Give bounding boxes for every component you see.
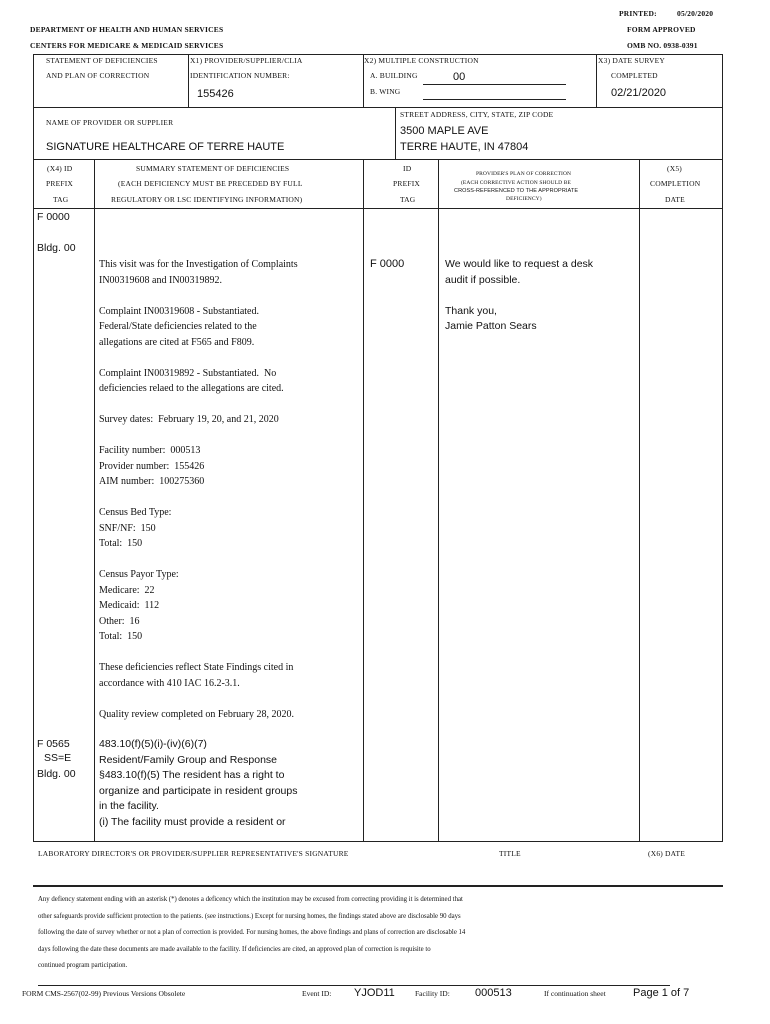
printed-label: PRINTED: bbox=[619, 9, 657, 18]
summary-statement-f0565: 483.10(f)(5)(i)-(iv)(6)(7) Resident/Family Group and Response §483.10(f)(5) The resident has a right to organize and participate in resident groups in the facility. (i) The facility must provide a resident or bbox=[99, 738, 298, 828]
omb-number: OMB NO. 0938-0391 bbox=[627, 41, 698, 50]
event-id-label: Event ID: bbox=[302, 989, 332, 998]
summary-statement-text: This visit was for the Investigation of Complaints IN00319608 and IN00319892. Complaint IN00319608 - Substantiated. Federal/State deficiencies related to the allegations are cited at F565 and F809. Complaint IN00319892 - Substantiated. No deficiencies relaed to the allegations are cited. Survey dates: February 19, 20, and 21, 2020 Facility number: 000513 Provider number: 155426 AIM number: 100275360 Census Bed Type: SNF/NF: 150 Total: 150 Census Payor Type: Medicare: 22 Medicaid: 112 Other: 16 Total: 150 These deficiencies reflect State Findings cited in accordance with 410 IAC 16.2-3.1. Quality review completed on February 28, 2020. bbox=[99, 259, 298, 720]
address-label: STREET ADDRESS, CITY, STATE, ZIP CODE bbox=[400, 110, 554, 119]
provider-id-label-2: IDENTIFICATION NUMBER: bbox=[190, 71, 290, 80]
col-summary-label-1: SUMMARY STATEMENT OF DEFICIENCIES bbox=[136, 164, 290, 173]
col-plan-label-4: DEFICIENCY) bbox=[506, 196, 542, 202]
date-survey-value: 02/21/2020 bbox=[611, 87, 667, 99]
col-x4-label-3: TAG bbox=[53, 195, 69, 204]
col-summary-label-2: (EACH DEFICIENCY MUST BE PRECEDED BY FULL bbox=[118, 179, 303, 188]
col-summary-label-3: REGULATORY OR LSC IDENTIFYING INFORMATION) bbox=[111, 195, 303, 204]
col-x4-label-2: PREFIX bbox=[46, 179, 74, 188]
statement-label-1: STATEMENT OF DEFICIENCIES bbox=[46, 56, 158, 65]
footer-divider bbox=[38, 985, 670, 986]
statement-label-2: AND PLAN OF CORRECTION bbox=[46, 71, 150, 80]
deficiency-tag-f0565: F 0565 bbox=[37, 738, 70, 750]
col-plan-label-2: (EACH CORRECTIVE ACTION SHOULD BE bbox=[461, 180, 571, 186]
address-line-1: 3500 MAPLE AVE bbox=[400, 125, 489, 137]
signature-label: LABORATORY DIRECTOR'S OR PROVIDER/SUPPLIER REPRESENTATIVE'S SIGNATURE bbox=[38, 849, 349, 858]
page-number: Page 1 of 7 bbox=[633, 987, 690, 999]
facility-id-value: 000513 bbox=[475, 987, 512, 999]
wing-label: B. WING bbox=[370, 87, 401, 96]
x6-date-label: (X6) DATE bbox=[648, 849, 686, 858]
signature-divider bbox=[33, 885, 723, 887]
provider-name-label: NAME OF PROVIDER OR SUPPLIER bbox=[46, 118, 174, 127]
form-approved-label: FORM APPROVED bbox=[627, 25, 696, 34]
title-label: TITLE bbox=[499, 849, 521, 858]
printed-date: 05/20/2020 bbox=[677, 9, 714, 18]
building-value: 00 bbox=[453, 71, 466, 83]
facility-id-label: Facility ID: bbox=[415, 989, 450, 998]
id-prefix-tag: F 0000 bbox=[370, 258, 405, 270]
col-x5-label-3: DATE bbox=[665, 195, 685, 204]
address-line-2: TERRE HAUTE, IN 47804 bbox=[400, 141, 529, 153]
scope-severity: SS=E bbox=[44, 752, 72, 764]
form-identifier: FORM CMS-2567(02-99) Previous Versions Obsolete bbox=[22, 989, 186, 998]
building-tag-2: Bldg. 00 bbox=[37, 768, 76, 780]
col-id-label-3: TAG bbox=[400, 195, 416, 204]
building-label: A. BUILDING bbox=[370, 71, 418, 80]
department-heading: DEPARTMENT OF HEALTH AND HUMAN SERVICES bbox=[30, 25, 224, 34]
date-survey-label-2: COMPLETED bbox=[611, 71, 658, 80]
footnote-text: Any defiency statement ending with an asterisk (*) denotes a deficency which the institution may be excused from correcting providing it is determined that other safeguards provide sufficient protection to the patients. (see instructions.) Except for nursing homes, the findings stated above are disclosable 90 days following the date of survey whether or not a plan of correction is provided. For nursing homes, the above findings and plans of correction are disclosable 14 days following the date these documents are made available to the facility. If deficiencies are cited, an approved plan of correction is requisite to continued program participation. bbox=[38, 896, 466, 969]
date-survey-label-1: X3) DATE SURVEY bbox=[598, 56, 665, 65]
building-tag: Bldg. 00 bbox=[37, 242, 76, 254]
provider-id-label-1: X1) PROVIDER/SUPPLIER/CLIA bbox=[190, 56, 303, 65]
col-plan-label-3: CROSS-REFERENCED TO THE APPROPRIATE bbox=[454, 188, 579, 194]
deficiency-tag-f0000: F 0000 bbox=[37, 211, 70, 223]
event-id-value: YJOD11 bbox=[354, 987, 395, 999]
multiple-construction-label: X2) MULTIPLE CONSTRUCTION bbox=[364, 56, 479, 65]
col-x5-label-1: (X5) bbox=[667, 164, 682, 173]
plan-of-correction-text: We would like to request a desk audit if possible. Thank you, Jamie Patton Sears bbox=[445, 258, 594, 332]
col-id-label-2: PREFIX bbox=[393, 179, 421, 188]
continuation-label: If continuation sheet bbox=[544, 989, 606, 998]
col-x5-label-2: COMPLETION bbox=[650, 179, 701, 188]
provider-id-value: 155426 bbox=[197, 88, 234, 100]
col-plan-label-1: PROVIDER'S PLAN OF CORRECTION bbox=[476, 171, 572, 177]
col-id-label-1: ID bbox=[403, 164, 412, 173]
col-x4-label-1: (X4) ID bbox=[47, 164, 73, 173]
provider-name: SIGNATURE HEALTHCARE OF TERRE HAUTE bbox=[46, 141, 285, 153]
cms-heading: CENTERS FOR MEDICARE & MEDICAID SERVICES bbox=[30, 41, 224, 50]
